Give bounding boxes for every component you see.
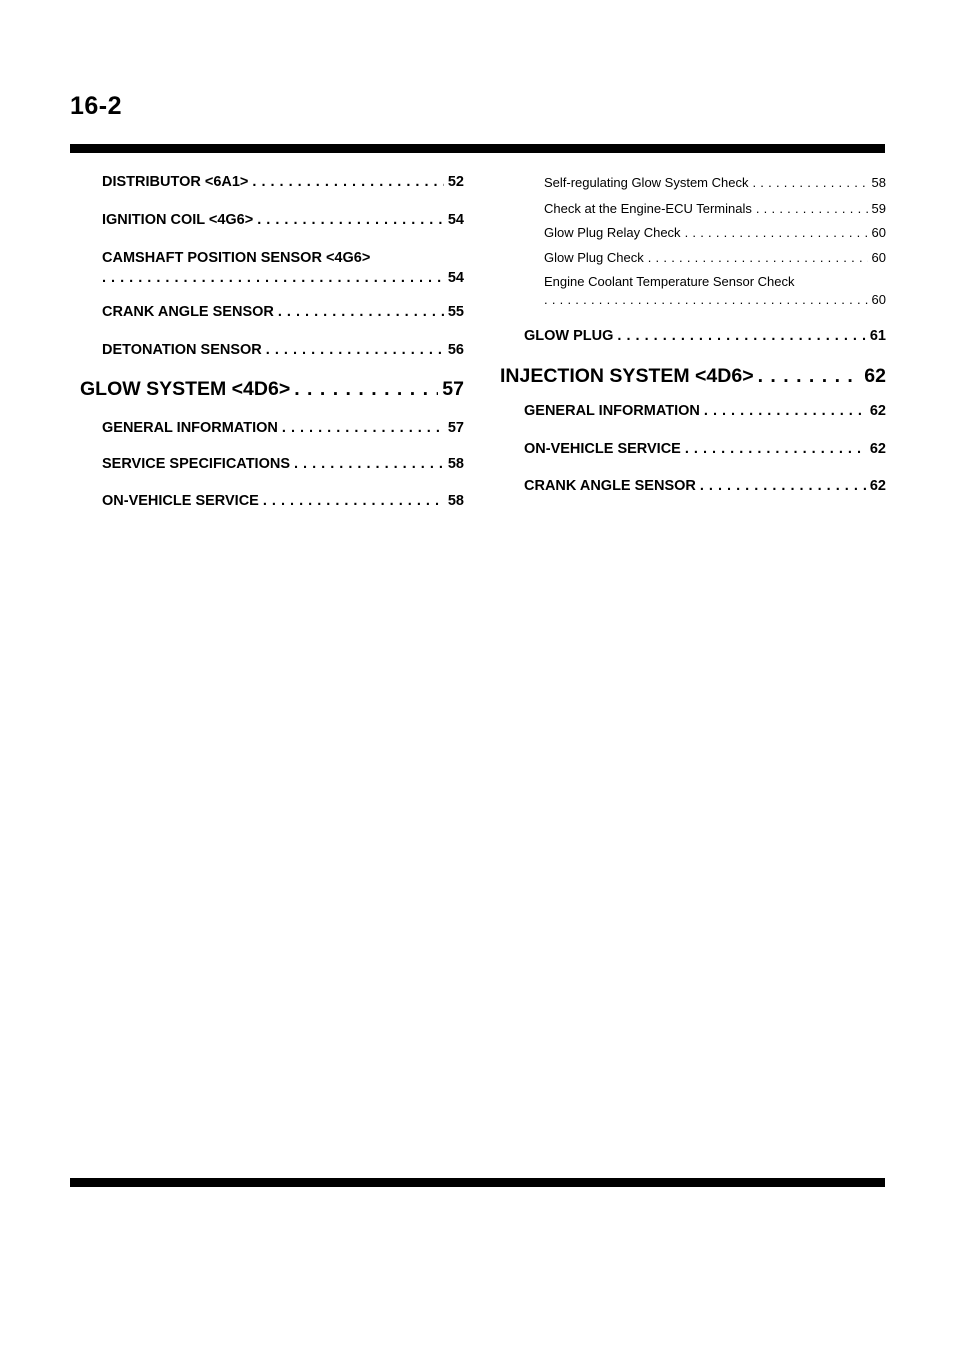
toc-entry-title: CRANK ANGLE SENSOR <box>524 478 696 494</box>
toc-entry-title: INJECTION SYSTEM <4D6> <box>500 365 754 387</box>
toc-entry-page: 57 <box>447 420 464 436</box>
toc-entry[interactable] <box>524 478 886 494</box>
dot-leader <box>294 378 438 401</box>
toc-entry[interactable] <box>544 225 886 240</box>
toc-entry-title: DETONATION SENSOR <box>102 342 262 358</box>
toc-entry-page: 62 <box>869 403 886 419</box>
toc-entry-title: Engine Coolant Temperature Sensor Check <box>544 274 795 289</box>
dot-leader <box>752 175 867 190</box>
toc-entry[interactable] <box>102 250 464 286</box>
toc-entry-title: GLOW PLUG <box>524 328 614 344</box>
toc-entry-title: CRANK ANGLE SENSOR <box>102 304 274 320</box>
dot-leader <box>756 201 868 216</box>
dot-leader <box>617 328 865 344</box>
dot-leader <box>282 420 444 436</box>
toc-entry-page: 58 <box>447 456 464 472</box>
dot-leader <box>278 304 444 320</box>
top-rule <box>70 144 885 153</box>
toc-entry-page: 62 <box>869 478 886 494</box>
dot-leader <box>685 441 866 457</box>
dot-leader <box>648 250 868 265</box>
toc-entry[interactable] <box>102 304 464 320</box>
toc-entry-title: DISTRIBUTOR <6A1> <box>102 174 249 190</box>
dot-leader <box>263 493 444 509</box>
toc-entry-title: Check at the Engine-ECU Terminals <box>544 201 752 216</box>
toc-entry-page: 59 <box>871 201 886 216</box>
dot-leader <box>758 365 861 388</box>
toc-section-entry[interactable] <box>500 365 886 388</box>
toc-entry[interactable] <box>544 175 886 190</box>
toc-entry-title: GLOW SYSTEM <4D6> <box>80 378 291 400</box>
toc-entry[interactable] <box>524 441 886 457</box>
toc-entry-page: 54 <box>447 212 464 228</box>
dot-leader <box>704 403 866 419</box>
toc-entry[interactable] <box>102 420 464 436</box>
toc-entry[interactable] <box>102 493 464 509</box>
dot-leader <box>266 342 444 358</box>
toc-entry-page: 60 <box>871 225 886 240</box>
toc-entry-page: 61 <box>869 328 886 344</box>
dot-leader <box>257 212 444 228</box>
toc-entry-title: Self-regulating Glow System Check <box>544 175 749 190</box>
toc-section-entry[interactable] <box>80 378 464 401</box>
toc-entry-title: SERVICE SPECIFICATIONS <box>102 456 290 472</box>
toc-entry-title: GENERAL INFORMATION <box>524 403 700 419</box>
toc-entry-page: 58 <box>871 175 886 190</box>
toc-entry[interactable] <box>544 250 886 265</box>
toc-entry-page: 54 <box>447 270 464 286</box>
toc-entry[interactable] <box>524 328 886 344</box>
toc-entry-page: 62 <box>869 441 886 457</box>
bottom-rule <box>70 1178 885 1187</box>
toc-entry-title: Glow Plug Relay Check <box>544 225 681 240</box>
toc-entry-page: 57 <box>442 378 464 400</box>
toc-entry[interactable] <box>544 274 886 307</box>
page-number: 16-2 <box>70 92 123 120</box>
toc-entry-page: 55 <box>447 304 464 320</box>
toc-entry-title: IGNITION COIL <4G6> <box>102 212 254 228</box>
toc-entry[interactable] <box>102 174 464 190</box>
dot-leader <box>252 174 443 190</box>
toc-entry[interactable] <box>102 456 464 472</box>
toc-entry-page: 62 <box>864 365 886 387</box>
toc-entry-title: ON-VEHICLE SERVICE <box>524 441 681 457</box>
toc-entry-page: 58 <box>447 493 464 509</box>
dot-leader <box>294 456 444 472</box>
toc-entry-title: ON-VEHICLE SERVICE <box>102 493 259 509</box>
toc-entry-page: 52 <box>447 174 464 190</box>
toc-entry[interactable] <box>102 342 464 358</box>
toc-entry-title: CAMSHAFT POSITION SENSOR <4G6> <box>102 250 371 266</box>
toc-entry-title: Glow Plug Check <box>544 250 644 265</box>
toc-entry[interactable] <box>544 201 886 216</box>
toc-entry-title: GENERAL INFORMATION <box>102 420 278 436</box>
toc-entry-page: 60 <box>871 292 886 307</box>
dot-leader <box>544 292 868 307</box>
toc-entry-page: 60 <box>871 250 886 265</box>
toc-entry-page: 56 <box>447 342 464 358</box>
dot-leader <box>102 270 444 286</box>
dot-leader <box>700 478 866 494</box>
dot-leader <box>685 225 868 240</box>
toc-entry[interactable] <box>524 403 886 419</box>
toc-entry[interactable] <box>102 212 464 228</box>
